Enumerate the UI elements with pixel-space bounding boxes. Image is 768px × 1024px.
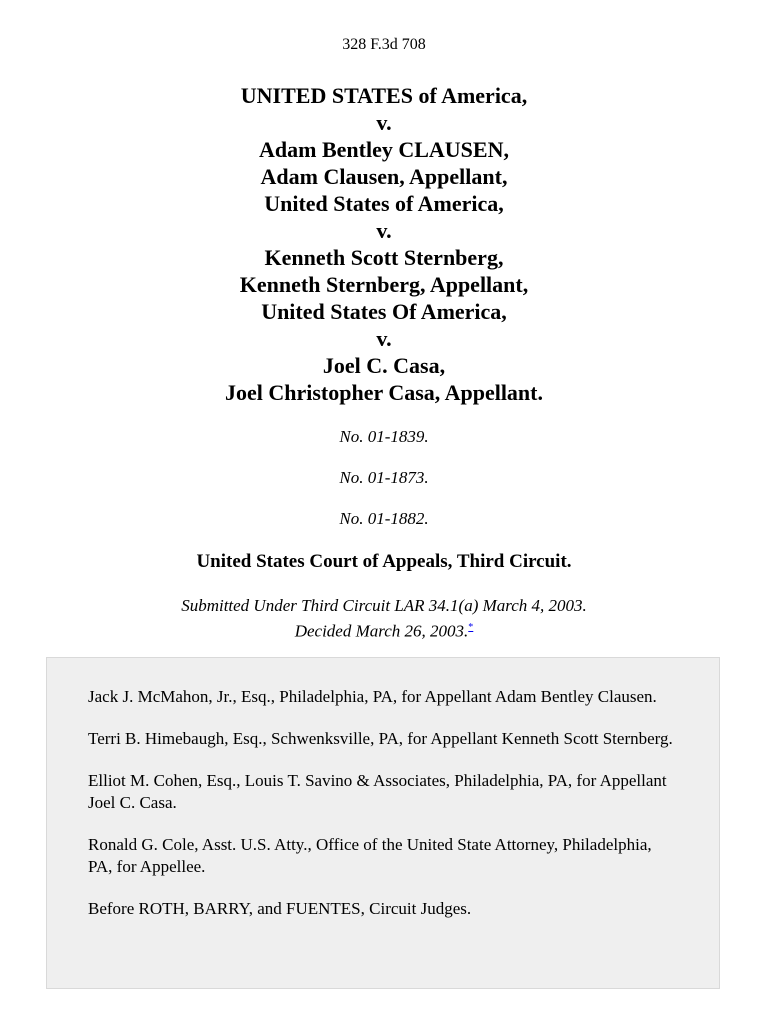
decided-line	[0, 617, 768, 643]
caption-line: Kenneth Scott Sternberg,	[264, 245, 504, 270]
docket-number: No. 01-1882.	[339, 509, 429, 528]
caption-line: v.	[376, 326, 392, 351]
counsel-entry: Ronald G. Cole, Asst. U.S. Atty., Office of the United State Attorney, Philadelphia, PA, for Appellee.	[88, 835, 652, 876]
docket-number: No. 01-1873.	[339, 468, 429, 487]
caption-line: Joel C. Casa,	[322, 353, 446, 378]
caption-line: Adam Clausen, Appellant,	[260, 164, 508, 189]
caption-line: United States Of America,	[261, 299, 507, 324]
reporter-citation: 328 F.3d 708	[342, 36, 426, 53]
caption-line: Kenneth Sternberg, Appellant,	[239, 272, 529, 297]
caption-line: v.	[376, 218, 392, 243]
counsel-section	[46, 657, 720, 989]
counsel-entry: Jack J. McMahon, Jr., Esq., Philadelphia, PA, for Appellant Adam Bentley Clausen.	[88, 687, 657, 706]
submitted-date: Submitted Under Third Circuit LAR 34.1(a) March 4, 2003.	[181, 596, 587, 615]
caption-line: Joel Christopher Casa, Appellant.	[224, 380, 543, 405]
footnote-link[interactable]: *	[468, 622, 474, 633]
counsel-list	[88, 686, 678, 940]
caption-line: United States of America,	[264, 191, 504, 216]
caption-line: v.	[376, 110, 392, 135]
caption-line: UNITED STATES of America,	[240, 83, 528, 108]
court-name: United States Court of Appeals, Third Circuit.	[196, 551, 572, 572]
decided-date: Decided March 26, 2003.	[294, 621, 469, 641]
panel-judges: Before ROTH, BARRY, and FUENTES, Circuit Judges.	[88, 899, 472, 918]
counsel-entry: Terri B. Himebaugh, Esq., Schwenksville, PA, for Appellant Kenneth Scott Sternberg.	[88, 729, 673, 748]
docket-number: No. 01-1839.	[339, 427, 429, 446]
counsel-entry: Elliot M. Cohen, Esq., Louis T. Savino & Associates, Philadelphia, PA, for Appellant Joel C. Casa.	[88, 771, 667, 812]
case-caption	[0, 82, 768, 406]
decision-dates	[0, 595, 768, 643]
caption-line: Adam Bentley CLAUSEN,	[259, 137, 509, 162]
